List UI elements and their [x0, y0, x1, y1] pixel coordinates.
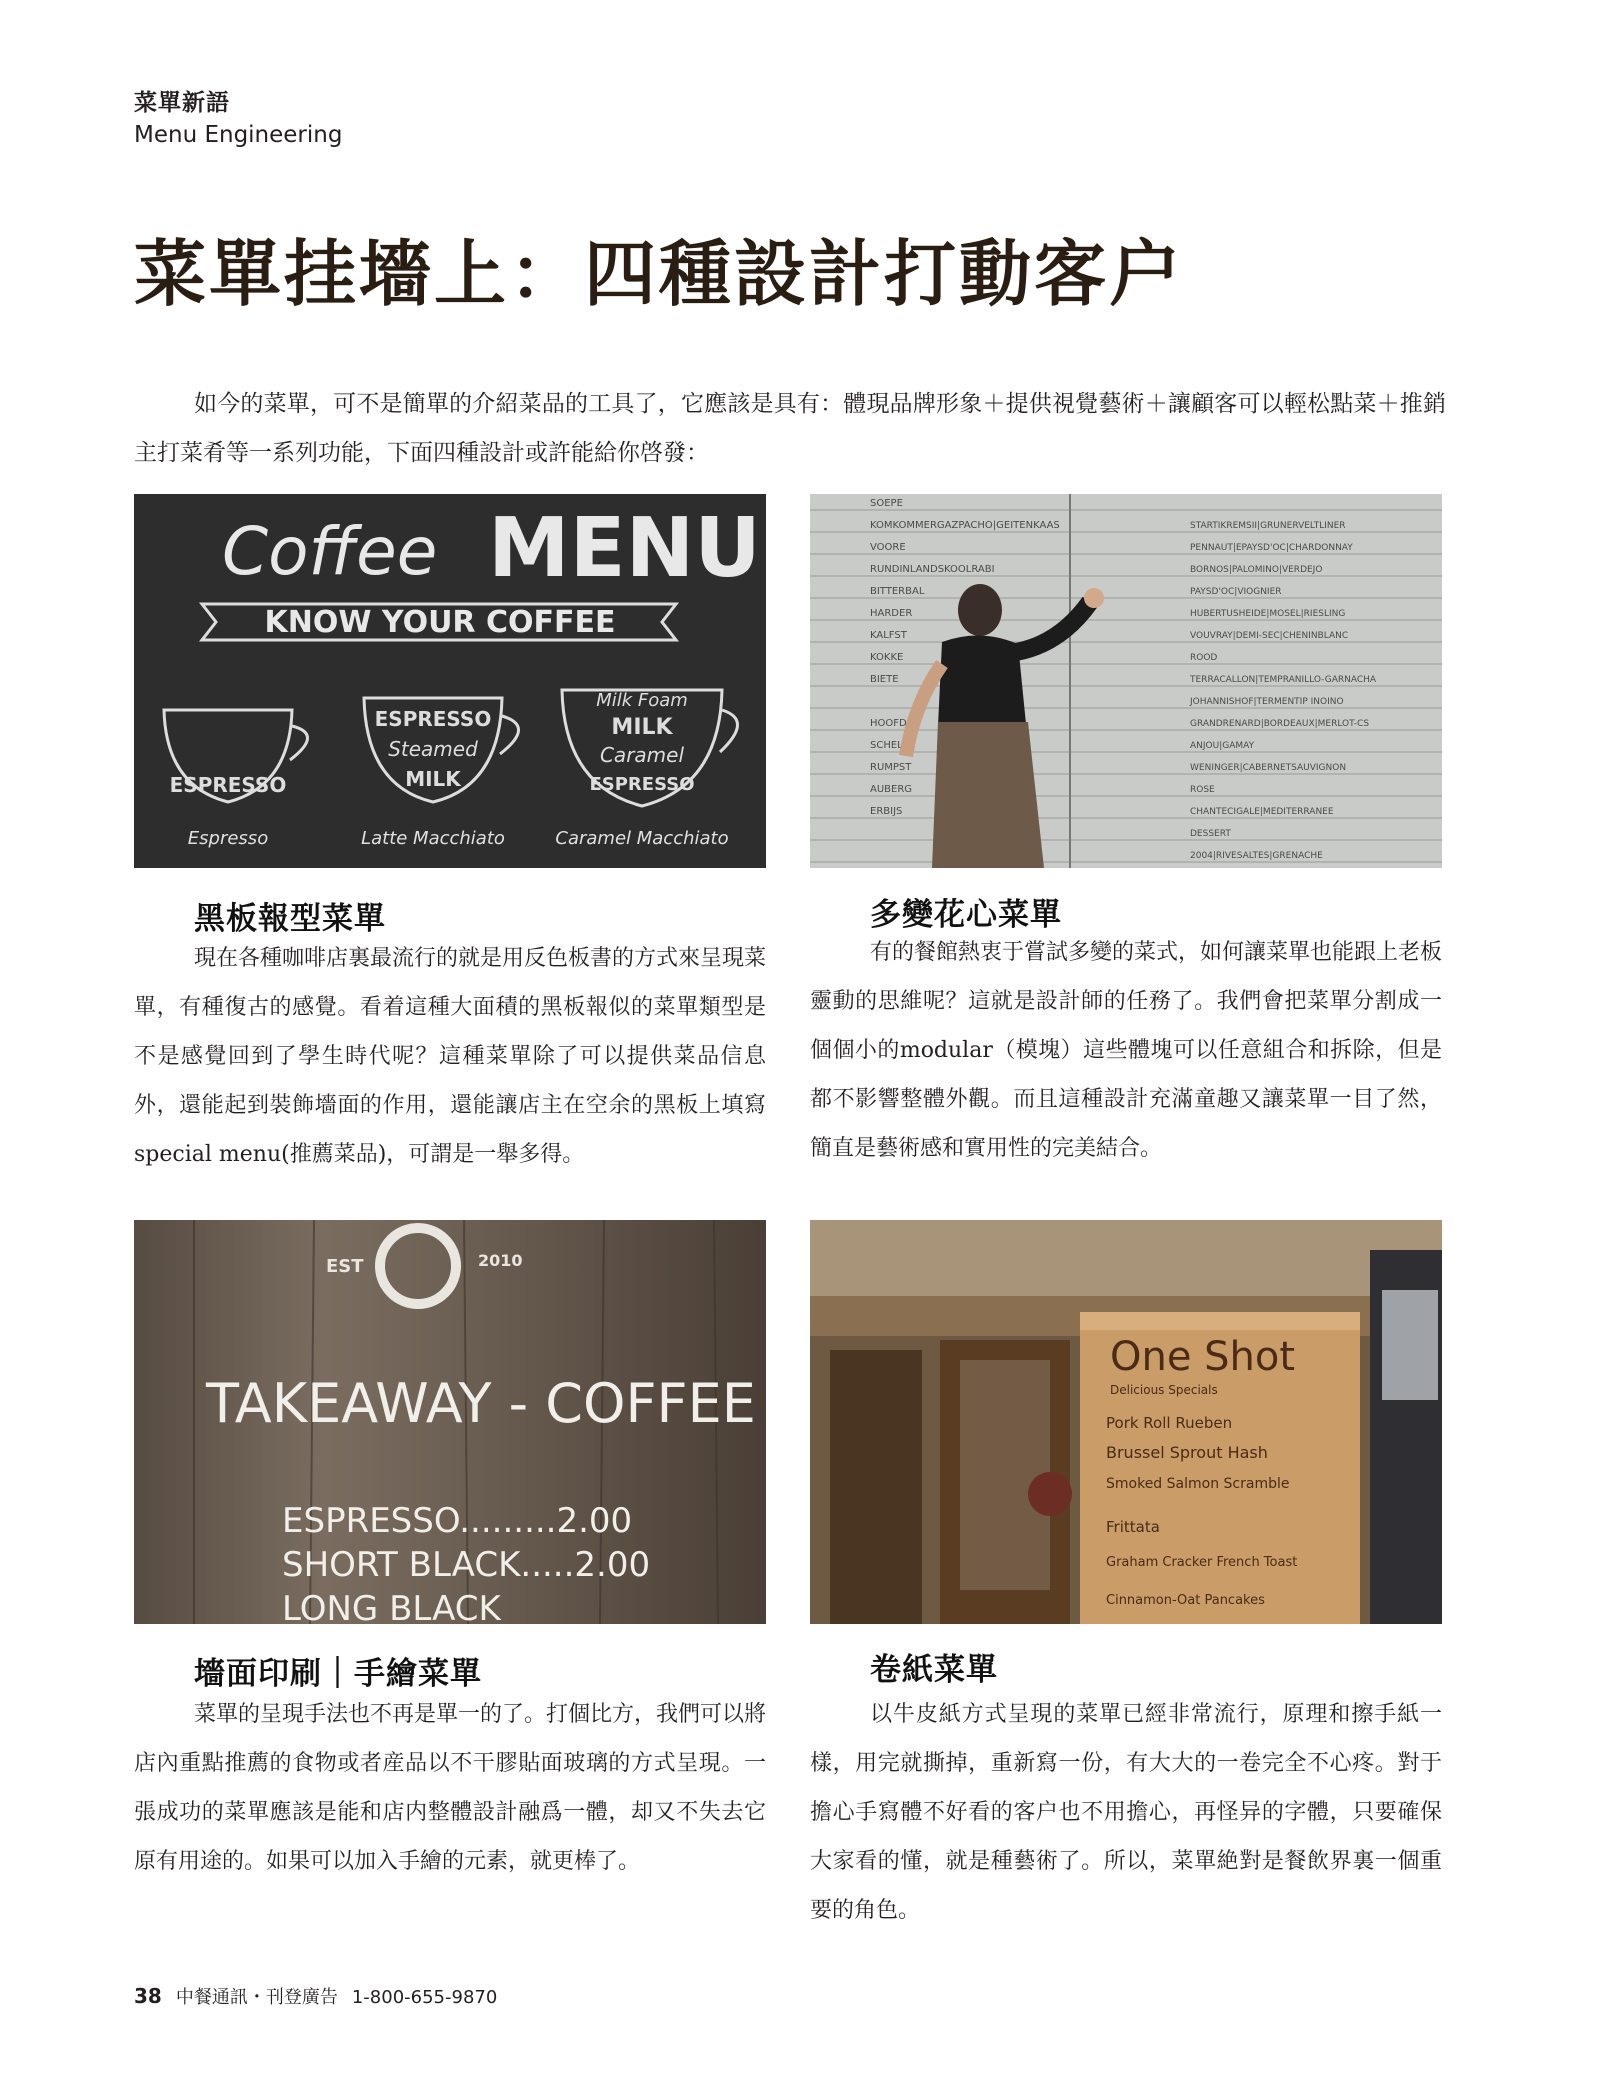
- board-right-15: 2004|RIVESALTES|GRENACHE: [1190, 851, 1323, 861]
- section-heading-wall-print: 墻面印刷｜手繪菜單: [194, 1656, 482, 1692]
- board-right-11: WENINGER|CABERNETSAUVIGNON: [1190, 763, 1347, 773]
- sign-est-text: EST: [326, 1256, 364, 1277]
- board-left-8: BIETE: [870, 674, 899, 685]
- section-text-wall-print: 菜單的呈現手法也不再是單一的了。打個比方，我們可以將店內重點推薦的食物或者産品以不干膠貼面玻璃的方式呈現。一張成功的菜單應該是能和店内整體設計融爲一體，却又不失去它原有用途的。如果可以加入手繪的元素，就更棒了。: [134, 1702, 767, 1874]
- kraft-line-6: Graham Cracker French Toast: [1106, 1555, 1298, 1570]
- sign-year-text: 2010: [478, 1251, 523, 1270]
- modular-menu-board-photo: [810, 494, 1442, 868]
- chalk-cup3-line3: Caramel: [599, 743, 685, 767]
- board-left-6: KALFST: [870, 630, 907, 641]
- board-right-6: ROOD: [1190, 653, 1218, 663]
- footer-phone: 1-800-655-9870: [351, 1987, 498, 2008]
- chalk-label-latte: Latte Macchiato: [361, 828, 505, 849]
- board-left-5: HARDER: [870, 608, 913, 619]
- chalk-coffee-text: Coffee: [222, 513, 438, 590]
- chalk-cup2-line1: ESPRESSO: [374, 707, 492, 731]
- section-text-paper-roll: 以牛皮紙方式呈現的菜單已經非常流行，原理和擦手紙一樣，用完就撕掉，重新寫一份，有大大的一卷完全不心疼。對于擔心手寫體不好看的客户也不用擔心，再怪异的字體，只要確保大家看的懂，就是種藝術了。所以，菜單絶對是餐飲界裏一個重要的角色。: [810, 1702, 1442, 1923]
- sign-heading-text: TAKEAWAY - COFFEE: [206, 1372, 756, 1435]
- kraft-line-1: Delicious Specials: [1110, 1383, 1218, 1397]
- board-left-9: HOOFD: [870, 718, 907, 729]
- board-right-2: BORNOS|PALOMINO|VERDEJO: [1190, 565, 1323, 575]
- chalk-cup2-line2: Steamed: [388, 737, 478, 761]
- section-title-en: Menu Engineering: [134, 122, 343, 148]
- board-left-11: RUMPST: [870, 762, 912, 773]
- sign-line-short-black: SHORT BLACK.....2.00: [282, 1545, 651, 1585]
- board-right-8: JOHANNISHOF|TERMENTIP INOINO: [1190, 697, 1344, 707]
- chalkboard-menu-photo: [134, 494, 766, 868]
- section-heading-modular: 多變花心菜單: [870, 897, 1062, 933]
- board-left-10: SCHELV: [870, 740, 909, 751]
- sign-line-long-black: LONG BLACK: [282, 1589, 501, 1624]
- section-title-zh: 菜單新語: [134, 90, 230, 116]
- kraft-line-5: Frittata: [1106, 1518, 1160, 1536]
- kraft-line-4: Smoked Salmon Scramble: [1106, 1476, 1290, 1492]
- footer-publication: 中餐通訊・刊登廣告: [175, 1987, 338, 2008]
- board-left-2: VOORE: [870, 542, 906, 553]
- article-title: 菜單挂墻上：四種設計打動客户: [134, 231, 1185, 316]
- kraft-line-0: One Shot: [1110, 1334, 1296, 1380]
- chalk-cup3-line2: MILK: [611, 715, 673, 740]
- board-left-13: ERBIJS: [870, 806, 903, 817]
- sign-line-espresso: ESPRESSO.........2.00: [282, 1501, 633, 1541]
- chalk-ribbon-text: KNOW YOUR COFFEE: [264, 605, 616, 640]
- chalk-cup2-line3: MILK: [405, 767, 461, 791]
- board-right-1: PENNAUT|EPAYSD'OC|CHARDONNAY: [1190, 543, 1353, 553]
- board-left-0: SOEPE: [870, 498, 903, 509]
- board-right-10: ANJOU|GAMAY: [1190, 741, 1255, 751]
- kraft-line-3: Brussel Sprout Hash: [1106, 1443, 1268, 1462]
- kraft-line-7: Cinnamon-Oat Pancakes: [1106, 1593, 1265, 1608]
- chalk-menu-text: MENU: [488, 501, 761, 596]
- board-right-13: CHANTECIGALE|MEDITERRANEE: [1190, 807, 1334, 817]
- board-left-12: AUBERG: [870, 784, 913, 795]
- section-text-chalkboard: 現在各種咖啡店裏最流行的就是用反色板書的方式來呈現菜單，有種復古的感覺。看着這種大面積的黑板報似的菜單類型是不是感覺回到了學生時代呢？這種菜單除了可以提供菜品信息外，還能起到裝飾墻面的作用，還能讓店主在空余的黑板上填寫special menu(推薦菜品)，可謂是一舉多得。: [134, 946, 767, 1167]
- takeaway-sign-photo: [134, 1220, 766, 1624]
- board-right-7: TERRACALLON|TEMPRANILLO-GARNACHA: [1190, 675, 1377, 685]
- board-right-12: ROSE: [1190, 785, 1215, 795]
- section-heading-paper-roll: 卷紙菜單: [870, 1652, 998, 1688]
- page-footer: [134, 1983, 497, 2009]
- chalk-label-caramel: Caramel Macchiato: [555, 828, 729, 849]
- kraft-paper-menu-photo: [810, 1220, 1442, 1624]
- board-left-1: KOMKOMMERGAZPACHO|GEITENKAAS: [870, 520, 1060, 531]
- intro-paragraph: 如今的菜單，可不是簡單的介紹菜品的工具了，它應該是具有：體現品牌形象＋提供視覺藝術＋讓顧客可以輕松點菜＋推銷主打菜肴等一系列功能，下面四種設計或許能給你啓發：: [134, 391, 1446, 466]
- section-text-modular: 有的餐館熱衷于嘗試多變的菜式，如何讓菜單也能跟上老板靈動的思維呢？這就是設計師的任務了。我們會把菜單分割成一個個小的modular（模塊）這些體塊可以任意組合和拆除，但是都不影響整體外觀。而且這種設計充滿童趣又讓菜單一目了然，簡直是藝術感和實用性的完美結合。: [810, 940, 1443, 1161]
- chalk-label-espresso: Espresso: [187, 828, 269, 849]
- board-right-3: PAYSD'OC|VIOGNIER: [1190, 587, 1282, 597]
- board-right-9: GRANDRENARD|BORDEAUX|MERLOT-CS: [1190, 719, 1370, 729]
- board-right-4: HUBERTUSHEIDE|MOSEL|RIESLING: [1190, 609, 1346, 619]
- section-heading-chalkboard: 黑板報型菜單: [194, 901, 386, 937]
- page-number: 38: [134, 1984, 162, 2008]
- chalk-cup3-line4: ESPRESSO: [589, 774, 695, 795]
- board-right-5: VOUVRAY|DEMI-SEC|CHENINBLANC: [1190, 631, 1349, 641]
- kraft-line-2: Pork Roll Rueben: [1106, 1414, 1233, 1432]
- chalk-cup3-line1: Milk Foam: [596, 690, 688, 711]
- chalk-cup1-text: ESPRESSO: [169, 773, 287, 797]
- board-right-0: STARTIKREMSII|GRUNERVELTLINER: [1190, 521, 1346, 531]
- board-right-14: DESSERT: [1190, 829, 1231, 839]
- board-left-4: BITTERBAL: [870, 586, 925, 597]
- board-left-3: RUNDINLANDSKOOLRABI: [870, 564, 995, 575]
- board-left-7: KOKKE: [870, 652, 904, 663]
